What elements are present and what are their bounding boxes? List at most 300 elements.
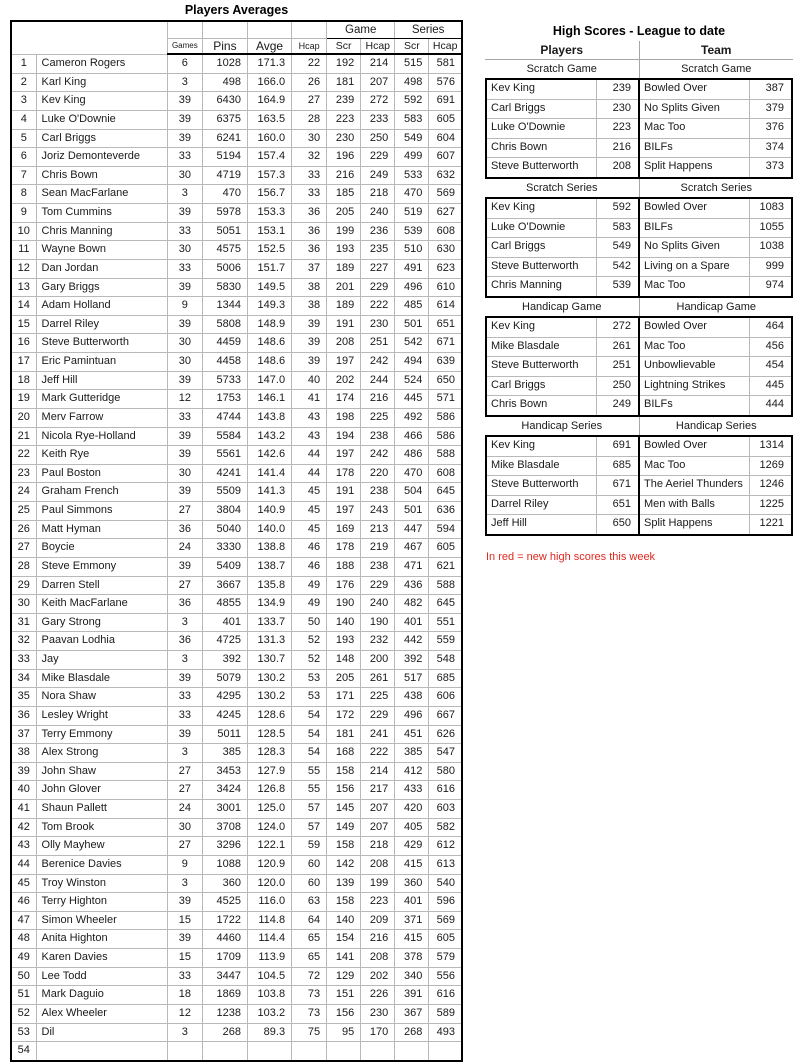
cell-series-scr: 504 — [395, 483, 429, 502]
cell-pins: 5978 — [202, 204, 247, 223]
cell-game-scr: 194 — [327, 427, 361, 446]
cell-game-scr: 208 — [327, 334, 361, 353]
cell-player-name: Chris Manning — [36, 222, 167, 241]
high-score-value: 456 — [765, 339, 784, 352]
cell-game-hcap: 229 — [361, 278, 395, 297]
cell-avge: 148.6 — [247, 353, 291, 372]
cell-pins: 5011 — [202, 725, 247, 744]
cell-game-hcap: 244 — [361, 371, 395, 390]
high-score-row — [640, 475, 791, 495]
cell-hcap: 39 — [292, 353, 327, 372]
player-row — [11, 278, 462, 297]
cell-games: 15 — [167, 911, 202, 930]
high-score-name: Carl Briggs — [487, 377, 597, 396]
player-row — [11, 185, 462, 204]
high-score-name: Steve Butterworth — [487, 357, 597, 376]
cell-rank: 36 — [11, 706, 36, 725]
cell-series-hcap: 571 — [429, 390, 462, 409]
cell-series-hcap: 645 — [429, 595, 462, 614]
cell-series-scr: 542 — [395, 334, 429, 353]
cell-game-scr: 223 — [327, 110, 361, 129]
cell-rank: 13 — [11, 278, 36, 297]
player-row — [11, 800, 462, 819]
cell-rank: 28 — [11, 557, 36, 576]
cell-avge: 157.3 — [247, 166, 291, 185]
cell-game-scr: 142 — [327, 855, 361, 874]
cell-player-name: Terry Emmony — [36, 725, 167, 744]
cell-series-scr: 492 — [395, 408, 429, 427]
cell-avge: 120.9 — [247, 855, 291, 874]
high-score-row — [640, 99, 791, 119]
high-score-row — [640, 157, 791, 177]
cell-rank: 44 — [11, 855, 36, 874]
cell-player-name: Darrel Riley — [36, 315, 167, 334]
cell-games: 33 — [167, 148, 202, 167]
cell-game-hcap: 232 — [361, 632, 395, 651]
cell-game-hcap: 216 — [361, 930, 395, 949]
high-score-name: Luke O'Downie — [487, 219, 597, 238]
cell-series-hcap: 630 — [429, 241, 462, 260]
cell-game-scr: 185 — [327, 185, 361, 204]
cell-games: 12 — [167, 1004, 202, 1023]
cell-game-scr: 196 — [327, 148, 361, 167]
cell-game-scr: 205 — [327, 669, 361, 688]
cell-avge: 130.2 — [247, 669, 291, 688]
player-row — [11, 259, 462, 278]
cell-game-scr: 193 — [327, 241, 361, 260]
cell-series-scr: 592 — [395, 92, 429, 111]
cell-player-name: Wayne Bown — [36, 241, 167, 260]
cell-games: 3 — [167, 651, 202, 670]
cell-rank: 25 — [11, 502, 36, 521]
cell-games: 27 — [167, 502, 202, 521]
player-row — [11, 483, 462, 502]
cell-game-scr: 216 — [327, 166, 361, 185]
high-scores-panel — [485, 22, 793, 563]
cell-rank: 8 — [11, 185, 36, 204]
cell-game-scr: 140 — [327, 613, 361, 632]
cell-game-scr: 230 — [327, 129, 361, 148]
cell-series-hcap: 580 — [429, 762, 462, 781]
player-row — [11, 911, 462, 930]
player-row — [11, 651, 462, 670]
cell-rank: 29 — [11, 576, 36, 595]
cell-player-name: Olly Mayhew — [36, 837, 167, 856]
cell-game-hcap: 229 — [361, 148, 395, 167]
cell-games: 9 — [167, 297, 202, 316]
cell-pins: 6241 — [202, 129, 247, 148]
high-score-row — [487, 218, 638, 238]
blank-header-cell — [247, 21, 291, 38]
handicap-game-box — [485, 316, 793, 417]
cell-hcap: 33 — [292, 185, 327, 204]
high-score-row — [640, 456, 791, 476]
cell-avge: 138.8 — [247, 539, 291, 558]
cell-series-hcap: 556 — [429, 967, 462, 986]
cell-game-hcap: 220 — [361, 464, 395, 483]
cell-series-hcap: 606 — [429, 688, 462, 707]
cell-series-scr: 486 — [395, 446, 429, 465]
cell-player-name: Mark Gutteridge — [36, 390, 167, 409]
cell-pins: 3453 — [202, 762, 247, 781]
cell-games: 3 — [167, 744, 202, 763]
cell-player-name: Graham French — [36, 483, 167, 502]
high-score-row — [640, 395, 791, 415]
cell-rank: 31 — [11, 613, 36, 632]
high-score-name: Men with Balls — [640, 496, 750, 515]
cell-game-scr: 191 — [327, 483, 361, 502]
high-score-row — [640, 495, 791, 515]
high-score-row — [487, 118, 638, 138]
cell-game-hcap: 229 — [361, 576, 395, 595]
high-score-value: 208 — [612, 160, 631, 173]
cell-hcap: 73 — [292, 1004, 327, 1023]
cell-series-hcap: 608 — [429, 464, 462, 483]
col-header-series-hcap: Hcap — [429, 38, 462, 54]
cell-pins: 268 — [202, 1023, 247, 1042]
cell-rank: 48 — [11, 930, 36, 949]
cell-games: 24 — [167, 800, 202, 819]
cell-hcap: 30 — [292, 129, 327, 148]
cell-games: 33 — [167, 222, 202, 241]
cell-series-scr: 470 — [395, 185, 429, 204]
cell-rank: 1 — [11, 54, 36, 73]
high-score-value: 249 — [612, 398, 631, 411]
cell-hcap: 43 — [292, 408, 327, 427]
cell-player-name: Chris Bown — [36, 166, 167, 185]
cell-game-scr: 149 — [327, 818, 361, 837]
cell-series-scr: 496 — [395, 706, 429, 725]
cell-game-scr: 178 — [327, 539, 361, 558]
high-score-name: Kev King — [487, 199, 597, 218]
high-score-row — [640, 356, 791, 376]
cell-game-scr: 189 — [327, 259, 361, 278]
cell-game-scr: 239 — [327, 92, 361, 111]
cell-game-hcap: 272 — [361, 92, 395, 111]
player-row — [11, 315, 462, 334]
cell-game-scr: 158 — [327, 762, 361, 781]
cell-rank: 21 — [11, 427, 36, 446]
cell-rank: 46 — [11, 893, 36, 912]
high-score-name: Steve Butterworth — [487, 158, 597, 177]
cell-avge: 140.0 — [247, 520, 291, 539]
high-score-name: Bowled Over — [640, 80, 750, 99]
high-score-value: 379 — [765, 101, 784, 114]
high-score-name: Kev King — [487, 318, 597, 337]
cell-avge: 135.8 — [247, 576, 291, 595]
cell-avge: 157.4 — [247, 148, 291, 167]
cell-game-hcap: 214 — [361, 762, 395, 781]
cell-avge: 140.9 — [247, 502, 291, 521]
cell-series-hcap: 614 — [429, 297, 462, 316]
cell-series-hcap: 613 — [429, 855, 462, 874]
cell-player-name: Mike Blasdale — [36, 669, 167, 688]
cell-pins: 392 — [202, 651, 247, 670]
cell-game-scr — [327, 1042, 361, 1061]
series-group-header: Series — [395, 21, 462, 38]
high-score-row — [640, 199, 791, 218]
cell-series-hcap: 651 — [429, 315, 462, 334]
cell-series-scr: 429 — [395, 837, 429, 856]
high-score-row — [640, 218, 791, 238]
high-score-value: 387 — [765, 82, 784, 94]
high-score-row — [487, 337, 638, 357]
cell-pins: 3708 — [202, 818, 247, 837]
cell-games: 3 — [167, 613, 202, 632]
section-label-text: Scratch Series — [639, 179, 794, 197]
high-score-name: Chris Bown — [487, 139, 597, 158]
cell-player-name: Eric Pamintuan — [36, 353, 167, 372]
player-row — [11, 92, 462, 111]
player-row — [11, 353, 462, 372]
player-row — [11, 706, 462, 725]
cell-rank: 54 — [11, 1042, 36, 1061]
cell-hcap: 53 — [292, 688, 327, 707]
cell-series-hcap: 645 — [429, 483, 462, 502]
cell-pins: 4725 — [202, 632, 247, 651]
high-score-row — [487, 99, 638, 119]
cell-game-scr: 129 — [327, 967, 361, 986]
cell-rank: 50 — [11, 967, 36, 986]
cell-games: 39 — [167, 557, 202, 576]
high-score-name: Split Happens — [640, 158, 750, 177]
high-score-row — [487, 437, 638, 456]
cell-games: 33 — [167, 408, 202, 427]
cell-avge: 126.8 — [247, 781, 291, 800]
col-header-avge: Avge — [247, 38, 291, 54]
high-score-value: 691 — [612, 438, 631, 451]
cell-player-name: Paul Boston — [36, 464, 167, 483]
col-header-hcap: Hcap — [292, 38, 327, 54]
cell-rank: 12 — [11, 259, 36, 278]
high-score-value: 671 — [612, 478, 631, 491]
cell-game-scr: 181 — [327, 73, 361, 92]
high-score-row — [640, 80, 791, 99]
cell-rank: 27 — [11, 539, 36, 558]
cell-game-scr: 193 — [327, 632, 361, 651]
cell-avge: 153.3 — [247, 204, 291, 223]
cell-hcap: 45 — [292, 502, 327, 521]
cell-player-name: Paul Simmons — [36, 502, 167, 521]
scratch-game-teams — [638, 80, 791, 177]
cell-series-hcap: 605 — [429, 930, 462, 949]
high-score-value: 464 — [765, 319, 784, 332]
high-score-row — [640, 376, 791, 396]
cell-avge: 103.8 — [247, 986, 291, 1005]
cell-player-name: Berenice Davies — [36, 855, 167, 874]
cell-series-scr: 494 — [395, 353, 429, 372]
cell-series-scr: 378 — [395, 949, 429, 968]
player-row — [11, 408, 462, 427]
cell-series-scr: 517 — [395, 669, 429, 688]
cell-series-hcap: 603 — [429, 800, 462, 819]
high-score-name: Mac Too — [640, 338, 750, 357]
cell-hcap: 22 — [292, 54, 327, 73]
cell-rank: 26 — [11, 520, 36, 539]
cell-games: 39 — [167, 669, 202, 688]
cell-player-name: Alex Wheeler — [36, 1004, 167, 1023]
cell-player-name: Alex Strong — [36, 744, 167, 763]
high-score-value: 1246 — [759, 478, 784, 491]
cell-game-hcap: 208 — [361, 949, 395, 968]
game-group-header: Game — [327, 21, 395, 38]
cell-game-hcap: 207 — [361, 73, 395, 92]
high-score-value: 549 — [612, 240, 631, 253]
cell-rank: 39 — [11, 762, 36, 781]
cell-avge: 113.9 — [247, 949, 291, 968]
cell-hcap: 36 — [292, 241, 327, 260]
cell-pins: 5561 — [202, 446, 247, 465]
scratch-series-box — [485, 197, 793, 298]
high-score-value: 376 — [765, 121, 784, 134]
cell-game-hcap: 229 — [361, 706, 395, 725]
cell-pins: 5584 — [202, 427, 247, 446]
player-row — [11, 110, 462, 129]
cell-series-hcap: 581 — [429, 54, 462, 73]
cell-avge: 138.7 — [247, 557, 291, 576]
cell-player-name: Lee Todd — [36, 967, 167, 986]
cell-pins: 4744 — [202, 408, 247, 427]
cell-games: 36 — [167, 632, 202, 651]
cell-avge: 147.0 — [247, 371, 291, 390]
cell-pins: 1869 — [202, 986, 247, 1005]
cell-hcap: 39 — [292, 334, 327, 353]
high-score-value: 454 — [765, 359, 784, 372]
cell-hcap: 32 — [292, 148, 327, 167]
cell-hcap: 52 — [292, 632, 327, 651]
cell-game-scr: 197 — [327, 353, 361, 372]
cell-hcap: 49 — [292, 576, 327, 595]
player-row — [11, 744, 462, 763]
cell-player-name: Steve Butterworth — [36, 334, 167, 353]
cell-hcap: 55 — [292, 762, 327, 781]
high-score-name: BILFs — [640, 396, 750, 415]
cell-hcap: 45 — [292, 483, 327, 502]
cell-games: 30 — [167, 464, 202, 483]
cell-game-hcap: 233 — [361, 110, 395, 129]
cell-series-hcap: 612 — [429, 837, 462, 856]
cell-avge: 143.8 — [247, 408, 291, 427]
cell-pins: 4719 — [202, 166, 247, 185]
high-score-name: Carl Briggs — [487, 238, 597, 257]
cell-game-scr: 202 — [327, 371, 361, 390]
player-row — [11, 129, 462, 148]
cell-avge: 133.7 — [247, 613, 291, 632]
player-row — [11, 166, 462, 185]
cell-series-hcap: 588 — [429, 446, 462, 465]
player-row — [11, 148, 462, 167]
cell-rank: 3 — [11, 92, 36, 111]
high-score-name: No Splits Given — [640, 100, 750, 119]
cell-series-scr: 498 — [395, 73, 429, 92]
cell-hcap: 75 — [292, 1023, 327, 1042]
cell-rank: 35 — [11, 688, 36, 707]
players-rows — [11, 54, 462, 1061]
high-score-row — [640, 237, 791, 257]
cell-game-scr: 189 — [327, 297, 361, 316]
player-row — [11, 669, 462, 688]
player-row — [11, 390, 462, 409]
cell-game-hcap: 225 — [361, 408, 395, 427]
high-score-row — [640, 118, 791, 138]
cell-avge: 149.5 — [247, 278, 291, 297]
high-score-value: 250 — [612, 378, 631, 391]
cell-player-name: Mark Daguio — [36, 986, 167, 1005]
cell-games: 39 — [167, 204, 202, 223]
cell-avge: 128.5 — [247, 725, 291, 744]
handicap-series-players — [487, 437, 638, 534]
cell-rank: 38 — [11, 744, 36, 763]
high-score-value: 542 — [612, 259, 631, 272]
cell-game-hcap: 190 — [361, 613, 395, 632]
cell-hcap: 53 — [292, 669, 327, 688]
cell-player-name: Merv Farrow — [36, 408, 167, 427]
cell-games — [167, 1042, 202, 1061]
player-row — [11, 725, 462, 744]
player-row — [11, 762, 462, 781]
cell-avge: 125.0 — [247, 800, 291, 819]
cell-game-hcap: 235 — [361, 241, 395, 260]
high-score-name: Living on a Spare — [640, 258, 750, 277]
cell-hcap: 50 — [292, 613, 327, 632]
player-row — [11, 241, 462, 260]
cell-avge: 166.0 — [247, 73, 291, 92]
cell-series-hcap: 632 — [429, 166, 462, 185]
cell-player-name: Dan Jordan — [36, 259, 167, 278]
cell-series-hcap: 594 — [429, 520, 462, 539]
cell-game-scr: 168 — [327, 744, 361, 763]
cell-hcap: 38 — [292, 278, 327, 297]
cell-player-name: Troy Winston — [36, 874, 167, 893]
red-legend-note: In red = new high scores this week — [486, 550, 656, 563]
cell-game-scr: 151 — [327, 986, 361, 1005]
cell-series-scr: 501 — [395, 502, 429, 521]
cell-series-hcap: 551 — [429, 613, 462, 632]
cell-pins: 4295 — [202, 688, 247, 707]
high-score-row — [487, 376, 638, 396]
cell-player-name: Gary Briggs — [36, 278, 167, 297]
cell-games: 27 — [167, 762, 202, 781]
player-row — [11, 949, 462, 968]
cell-games: 24 — [167, 539, 202, 558]
cell-player-name: Cameron Rogers — [36, 54, 167, 73]
cell-game-hcap: 202 — [361, 967, 395, 986]
cell-game-hcap: 214 — [361, 54, 395, 73]
cell-rank: 32 — [11, 632, 36, 651]
cell-series-scr: 442 — [395, 632, 429, 651]
high-score-value: 974 — [765, 279, 784, 292]
cell-player-name: Lesley Wright — [36, 706, 167, 725]
section-label-handicap-series — [485, 417, 793, 435]
cell-player-name: Keith MacFarlane — [36, 595, 167, 614]
cell-pins: 4459 — [202, 334, 247, 353]
cell-avge: 149.3 — [247, 297, 291, 316]
cell-game-scr: 199 — [327, 222, 361, 241]
high-score-name: Bowled Over — [640, 318, 750, 337]
cell-hcap: 54 — [292, 725, 327, 744]
section-label-text: Handicap Game — [522, 300, 602, 313]
cell-player-name: Paavan Lodhia — [36, 632, 167, 651]
cell-player-name: Kev King — [36, 92, 167, 111]
cell-series-hcap: 569 — [429, 911, 462, 930]
cell-games: 39 — [167, 725, 202, 744]
cell-pins: 5194 — [202, 148, 247, 167]
cell-games: 12 — [167, 390, 202, 409]
player-row — [11, 334, 462, 353]
high-score-value: 651 — [612, 497, 631, 510]
cell-game-hcap: 238 — [361, 427, 395, 446]
cell-avge: 130.7 — [247, 651, 291, 670]
